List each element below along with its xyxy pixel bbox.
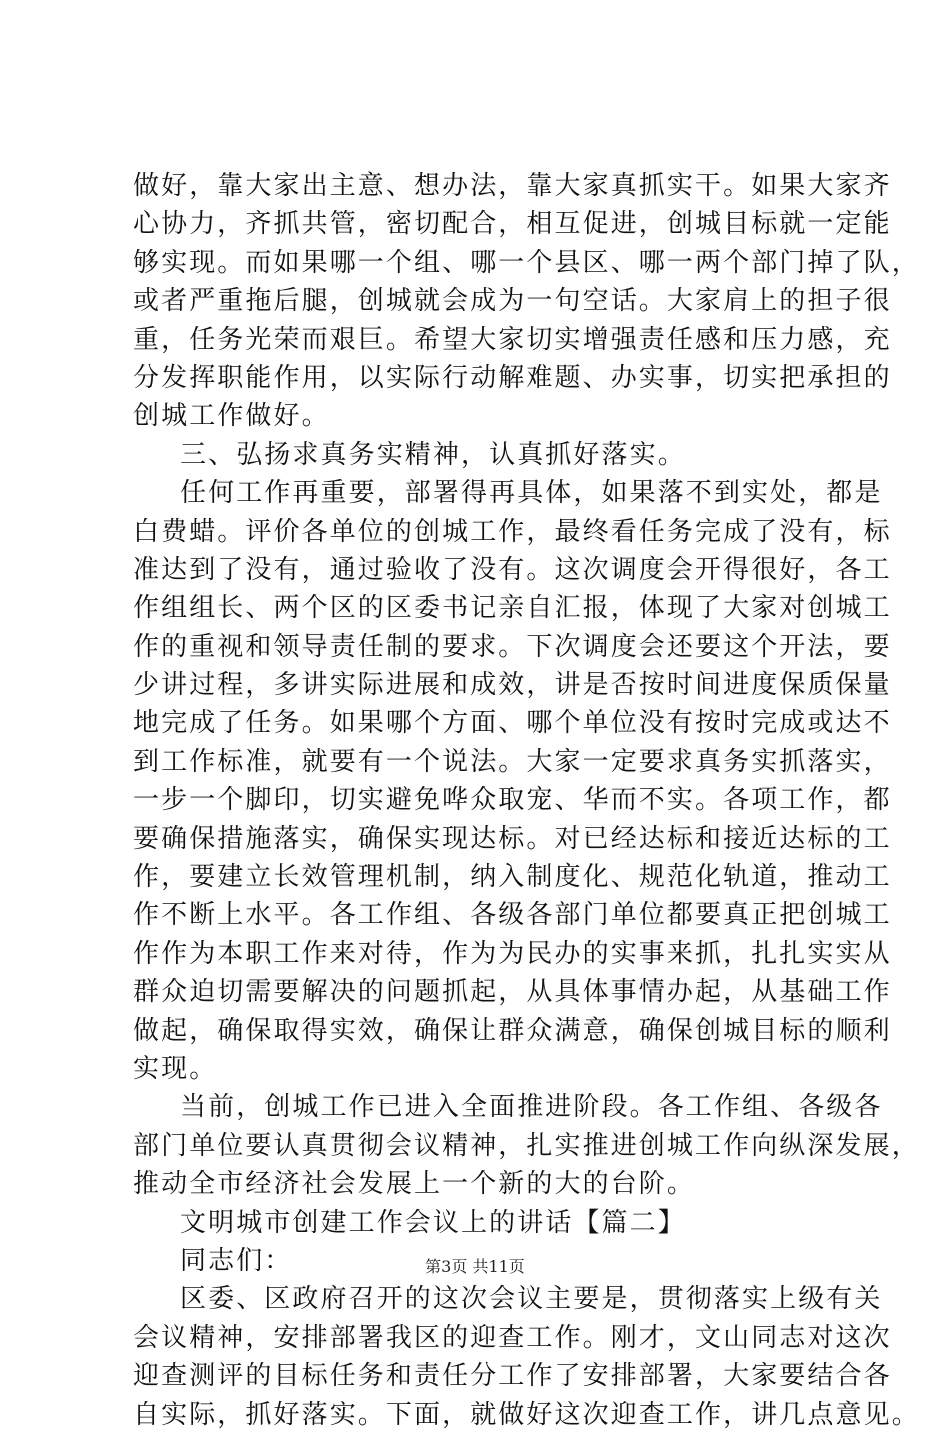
text-line: 区委、区政府召开的这次会议主要是，贯彻落实上级有关: [180, 1284, 883, 1315]
text-line: 作作为本职工作来对待，作为为民办的实事来抓，扎扎实实从: [133, 938, 892, 969]
text-line: 群众迫切需要解决的问题抓起，从具体事情办起，从基础工作: [133, 977, 892, 1008]
text-line: 重，任务光荣而艰巨。希望大家切实增强责任感和压力感，充: [133, 324, 892, 355]
text-line: 迎查测评的目标任务和责任分工作了安排部署，大家要结合各: [133, 1361, 892, 1392]
text-line: 作的重视和领导责任制的要求。下次调度会还要这个开法，要: [133, 631, 892, 662]
text-line: 白费蜡。评价各单位的创城工作，最终看任务完成了没有，标: [133, 516, 892, 547]
text-line: 会议精神，安排部署我区的迎查工作。刚才，文山同志对这次: [133, 1322, 892, 1353]
text-line: 准达到了没有，通过验收了没有。这次调度会开得很好，各工: [133, 554, 892, 585]
text-line: 少讲过程，多讲实际进展和成效，讲是否按时间进度保质保量: [133, 670, 892, 701]
text-line: 分发挥职能作用，以实际行动解难题、办实事，切实把承担的: [133, 362, 892, 393]
text-line: 心协力，齐抓共管，密切配合，相互促进，创城目标就一定能: [133, 209, 892, 240]
text-line: 做好，靠大家出主意、想办法，靠大家真抓实干。如果大家齐: [133, 171, 892, 201]
text-line: 够实现。而如果哪一个组、哪一个县区、哪一两个部门掉了队，: [133, 247, 920, 278]
text-line: 作不断上水平。各工作组、各级各部门单位都要真正把创城工: [133, 900, 892, 931]
text-line: 推动全市经济社会发展上一个新的大的台阶。: [133, 1169, 696, 1200]
text-line: 作，要建立长效管理机制，纳入制度化、规范化轨道，推动工: [133, 862, 892, 893]
text-line: 自实际，抓好落实。下面，就做好这次迎查工作，讲几点意见。: [133, 1399, 920, 1430]
text-line: 到工作标准，就要有一个说法。大家一定要求真务实抓落实，: [133, 746, 892, 777]
text-line: 部门单位要认真贯彻会议精神，扎实推进创城工作向纵深发展，: [133, 1130, 920, 1161]
text-line: 实现。: [133, 1053, 218, 1084]
text-line: 同志们：: [180, 1245, 293, 1276]
document-body: [133, 167, 920, 1434]
text-line: 地完成了任务。如果哪个方面、哪个单位没有按时完成或达不: [133, 708, 892, 739]
text-line: 要确保措施落实，确保实现达标。对已经达标和接近达标的工: [133, 823, 892, 854]
text-line: 文明城市创建工作会议上的讲话【篇二】: [180, 1207, 686, 1238]
text-line: 创城工作做好。: [133, 401, 330, 432]
text-line: 三、弘扬求真务实精神，认真抓好落实。: [180, 439, 686, 470]
text-line: 作组组长、两个区的区委书记亲自汇报，体现了大家对创城工: [133, 593, 892, 624]
text-line: 一步一个脚印，切实避免哗众取宠、华而不实。各项工作，都: [133, 785, 892, 816]
text-line: 当前，创城工作已进入全面推进阶段。各工作组、各级各: [180, 1092, 883, 1123]
text-line: 任何工作再重要，部署得再具体，如果落不到实处，都是: [180, 478, 883, 509]
text-line: 或者严重拖后腿，创城就会成为一句空话。大家肩上的担子很: [133, 286, 892, 317]
text-line: 做起，确保取得实效，确保让群众满意，确保创城目标的顺利: [133, 1015, 892, 1046]
page-footer: 第3页 共11页: [425, 1257, 525, 1276]
